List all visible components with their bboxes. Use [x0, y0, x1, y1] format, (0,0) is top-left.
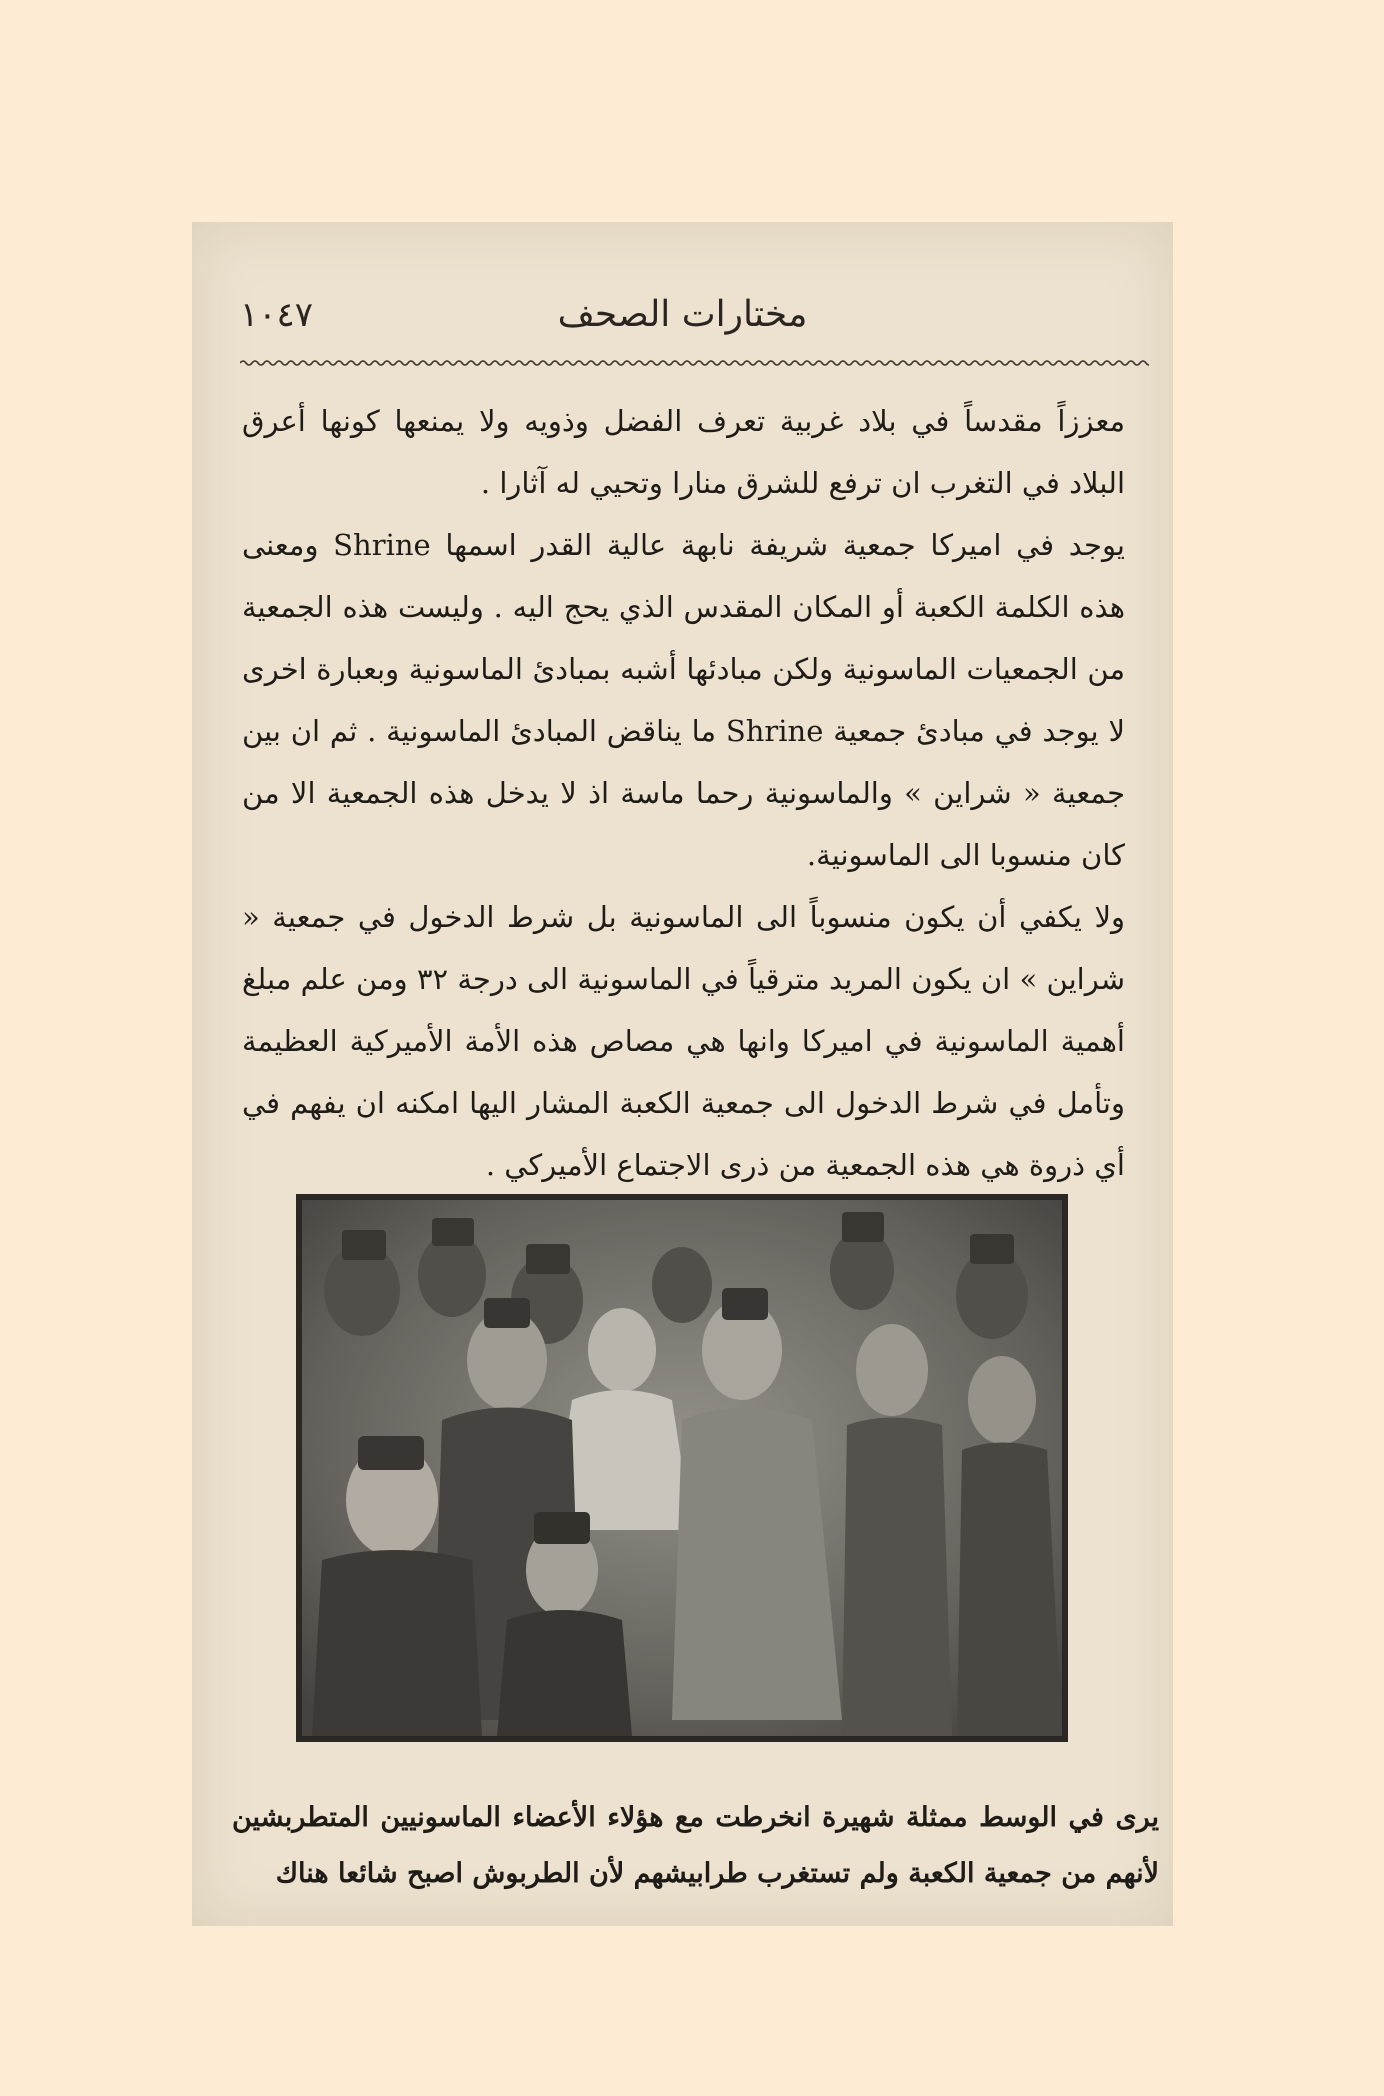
article-body: [242, 390, 1125, 1196]
paragraph-1: معززاً مقدساً في بلاد غربية تعرف الفضل وذويه ولا يمنعها كونها أعرق البلاد في التغرب ان ترفع للشرق منارا وتحيي له آثارا .: [242, 404, 1125, 500]
photo-caption: يرى في الوسط ممثلة شهيرة انخرطت مع هؤلاء الأعضاء الماسونيين المتطربشين لأنهم من جمعية الكعبة ولم تستغرب طرابيشهم لأن الطربوش اصبح شائعا هناك: [232, 1802, 1159, 1889]
running-title: مختارات الصحف: [557, 294, 808, 335]
scanned-page: [192, 222, 1173, 1926]
paragraph-3: ولا يكفي أن يكون منسوباً الى الماسونية بل شرط الدخول في جمعية « شراين » ان يكون المريد مترقياً في الماسونية الى درجة ٣٢ ومن علم مبلغ أهمية الماسونية في اميركا وانها هي مصاص هذه الأمة الأميركية العظيمة وتأمل في شرط الدخول الى جمعية الكعبة المشار اليها امكنه ان يفهم في أي ذروة هي هذه الجمعية من ذرى الاجتماع الأميركي .: [242, 900, 1125, 1182]
header-wavy-rule: [240, 358, 1149, 368]
page-header: [240, 290, 1125, 340]
paragraph-2: يوجد في اميركا جمعية شريفة نابهة عالية القدر اسمها Shrine ومعنى هذه الكلمة الكعبة أو المكان المقدس الذي يحج اليه . وليست هذه الجمعية من الجمعيات الماسونية ولكن مبادئها أشبه بمبادئ الماسونية وبعبارة اخرى لا يوجد في مبادئ جمعية Shrine ما يناقض المبادئ الماسونية . ثم ان بين جمعية « شراين » والماسونية رحما ماسة اذ لا يدخل هذه الجمعية الا من كان منسوبا الى الماسونية.: [242, 528, 1125, 872]
group-photograph: [296, 1194, 1068, 1742]
page-number: ١٠٤٧: [240, 295, 314, 335]
photo-figures: [302, 1200, 1062, 1736]
